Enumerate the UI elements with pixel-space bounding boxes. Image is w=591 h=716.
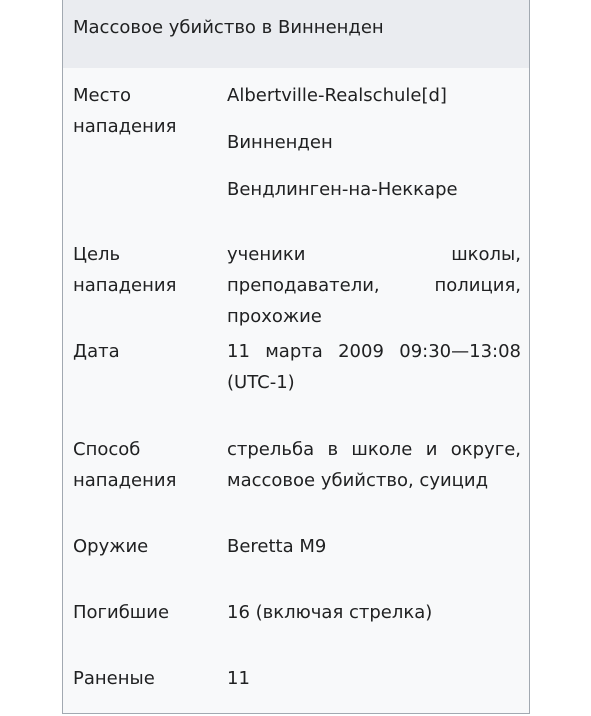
location-link-wendlingen[interactable]: Вендлинген-на-Неккаре xyxy=(227,179,458,200)
row-label: Погибшие xyxy=(73,602,170,623)
location-link-school[interactable]: Albertville-Realschule[d] xyxy=(227,85,447,106)
row-value: стрельба в школе и округе, массовое убийство, суицид xyxy=(227,439,521,491)
row-label: Место нападения xyxy=(73,85,177,137)
row-label: Оружие xyxy=(73,536,149,557)
row-label: Способ нападения xyxy=(73,439,177,491)
row-value: Beretta M9 xyxy=(227,536,327,557)
row-value: 16 (включая стрелка) xyxy=(227,602,433,623)
row-value xyxy=(227,80,521,205)
row-label: Раненые xyxy=(73,668,155,689)
infobox-header xyxy=(63,0,529,68)
infobox xyxy=(62,0,530,714)
location-link-winnenden[interactable]: Винненден xyxy=(227,132,333,153)
row-value: ученики школы, преподаватели, полиция, прохожие xyxy=(227,244,521,327)
infobox-title: Массовое убийство в Винненден xyxy=(73,17,384,38)
row-label: Дата xyxy=(73,341,120,362)
row-value: 11 xyxy=(227,668,250,689)
row-value: 11 марта 2009 09:30—13:08 (UTC-1) xyxy=(227,341,521,393)
row-label: Цель нападения xyxy=(73,244,177,296)
